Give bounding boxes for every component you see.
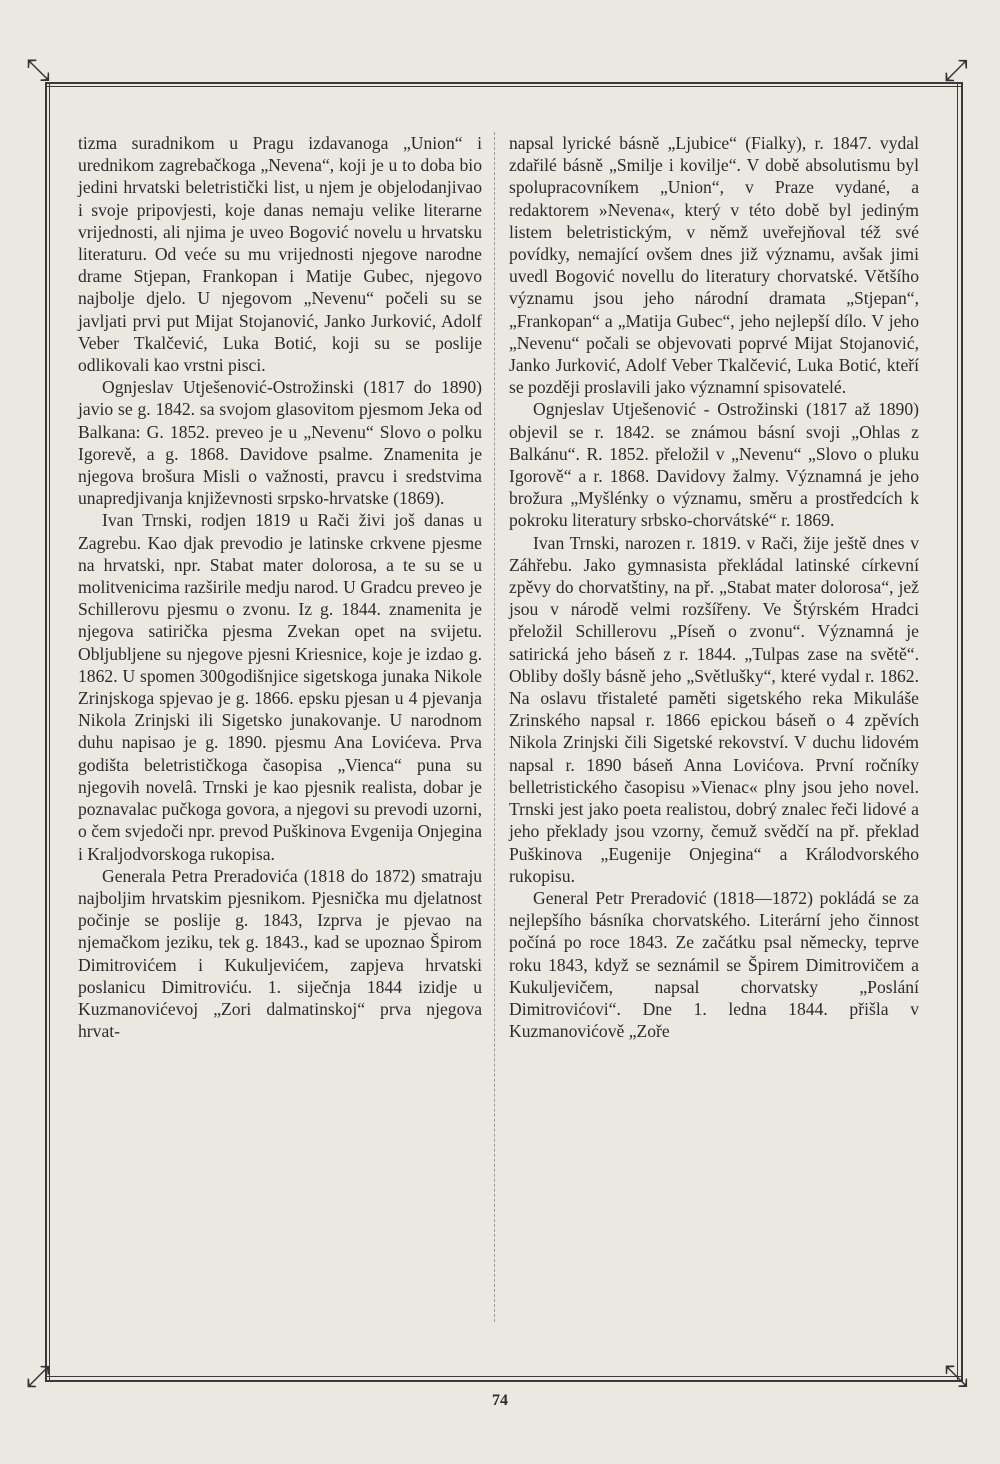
frame-right-line [961, 82, 963, 1382]
corner-ornament-icon: ⤡ [944, 1359, 968, 1394]
paragraph: General Petr Preradović (1818—1872) pokládá se za nejlepšího básníka chorvatského. Literární jeho činnost počíná po roce 1843. Ze začátku psal německy, teprve roku 1843, když se seznámil se Špirem Dimitrovičem a Kukuljevičem, napsal chorvatsky „Poslání Dimitrovićovi“. Dne 1. ledna 1844. přišla v Kuzmanovićově „Zoře [509, 887, 919, 1042]
paragraph: Ivan Trnski, narozen r. 1819. v Rači, žije ještě dnes v Záhřebu. Jako gymnasista překládal latinské církevní zpěvy do chorvatštiny, na př. „Stabat mater dolorosa“, jež jsou v národě velmi rozšířeny. Ve Štýrském Hradci přeložil Schillerovu „Píseň o zvonu“. Významná je satirická jeho báseň z r. 1844. „Tulpas zase na světě“. Obliby došly básně jeho „Světlušky“, které vydal r. 1862. Na oslavu třistaleté paměti sigetského reka Mikuláše Zrinského napsal r. 1866 epickou báseň o 4 zpěvích Nikola Zrinjski čili Sigetské rekovství. V duchu lidovém napsal r. 1890 báseň Anna Lovićova. První ročníky belletristického časopisu »Vienac« plny jsou jeho novel. Trnski jest jako poeta realistou, dobrý znalec řeči lidové a jeho překlady jsou vzorny, čemuž svědčí na př. překlad Puškinova „Eugenije Onjegina“ a Králodvorského rukopisu. [509, 532, 919, 886]
croatian-column [78, 132, 482, 1042]
column-divider [494, 132, 495, 1322]
corner-ornament-icon: ⤢ [944, 53, 968, 88]
paragraph: Generala Petra Preradovića (1818 do 1872) smatraju najboljim hrvatskim pjesnikom. Pjesnička mu djelatnost počinje se poslije g. 1843, Izprva je pjevao na njemačkom jeziku, tek g. 1843., kad se upoznao Špirom Dimitrovićem i Kukuljevićem, zapjeva hrvatski poslanicu Dimitroviću. 1. siječnja 1844 izidje u Kuzmanovićevoj „Zori dalmatinskoj“ prva njegova hrvat- [78, 865, 482, 1042]
frame-bottom-inner-line [45, 1376, 963, 1377]
page-number: 74 [492, 1392, 508, 1409]
frame-left-inner-line [49, 82, 50, 1382]
frame-left-line [45, 82, 47, 1382]
czech-column [509, 132, 919, 1042]
frame-bottom-line [45, 1380, 963, 1382]
frame-top-line [45, 82, 963, 84]
paragraph: Ognjeslav Utješenović-Ostrožinski (1817 do 1890) javio se g. 1842. sa svojom glasovitom pjesmom Jeka od Balkana: G. 1852. preveo je u „Nevenu“ Slovo o polku Igorevě, a g. 1868. Davidove psalme. Znamenita je njegova brošura Misli o važnosti, pravcu i sredstvima unapredjivanja književnosti srpsko-hrvatske (1869). [78, 377, 482, 509]
frame-right-inner-line [957, 82, 958, 1382]
corner-ornament-icon: ⤢ [26, 1359, 50, 1394]
corner-ornament-icon: ⤡ [26, 53, 50, 88]
paragraph: Ognjeslav Utješenović - Ostrožinski (1817 až 1890) objevil se r. 1842. se známou básní svoji „Ohlas z Balkánu“. R. 1852. přeložil v „Nevenu“ „Slovo o pluku Igorově“ a r. 1868. Davidovy žalmy. Významná je jeho brožura „Myšlénky o významu, směru a prostředcích k pokroku literatury srbsko-chorvátské“ r. 1869. [509, 399, 919, 531]
frame-top-inner-line [45, 86, 963, 87]
paragraph: tizma suradnikom u Pragu izdavanoga „Union“ i urednikom zagrebačkoga „Nevena“, koji je u to doba bio jedini hrvatski beletristički list, u njem je objelodanjivao i svoje pripovjesti, koje danas nemaju velike literarne vrijednosti, ali njima je uveo Bogović novelu u hrvatsku literaturu. Od veće su mu vrijednosti njegove narodne drame Stjepan, Frankopan i Matije Gubec, njegovo najbolje djelo. U njegovom „Nevenu“ počeli su se javljati prvi put Mijat Stojanović, Janko Jurković, Adolf Veber Tkalčević, Luka Botić, koji su se poslije odlikovali kao vrstni pisci. [78, 133, 482, 376]
paragraph: napsal lyrické básně „Ljubice“ (Fialky), r. 1847. vydal zdařilé básně „Smilje i kovilje“. V době absolutismu byl spolupracovníkem „Union“, v Praze vydané, a redaktorem »Nevena«, který v této době byl jediným listem beletristickým, v němž uveřejňoval též své povídky, nemající ovšem dnes již významu, avšak jimi uvedl Bogović novellu do literatury chorvatské. Většího významu jsou jeho národní dramata „Stjepan“, „Frankopan“ a „Matija Gubec“, jeho nejlepší dílo. V jeho „Nevenu“ počali se objevovati poprvé Mijat Stojanović, Janko Jurković, Adolf Veber Tkalčević, Luka Botić, kteří se později proslavili jako významní spisovatelé. [509, 133, 919, 398]
paragraph: Ivan Trnski, rodjen 1819 u Rači živi još danas u Zagrebu. Kao djak prevodio je latinske crkvene pjesme na hrvatski, npr. Stabat mater dolorosa, a te su se u molitvenicima razširile medju narod. U Gradcu preveo je Schillerovu pjesmu o zvonu. Iz g. 1844. znamenita je njegova satirička pjesma Zvekan opet na svijetu. Obljubljene su njegove pjesni Kriesnice, koje je izdao g. 1862. U spomen 300godišnjice sigetskoga junaka Nikole Zrinjskoga spjevao je g. 1866. epsku pjesan u 4 pjevanja Nikola Zrinjski ili Sigetsko junakovanje. U narodnom duhu napisao je g. 1890. pjesmu Ana Lovićeva. Prva godišta beletrističkoga časopisa „Vienca“ puna su njegovih novelâ. Trnski je kao pjesnik realista, dobar je poznavalac pučkoga govora, a njegovi su prevodi uzorni, o čem svjedoči npr. prevod Puškinova Evgenija Onjegina i Kraljodvorskoga rukopisa. [78, 510, 482, 864]
